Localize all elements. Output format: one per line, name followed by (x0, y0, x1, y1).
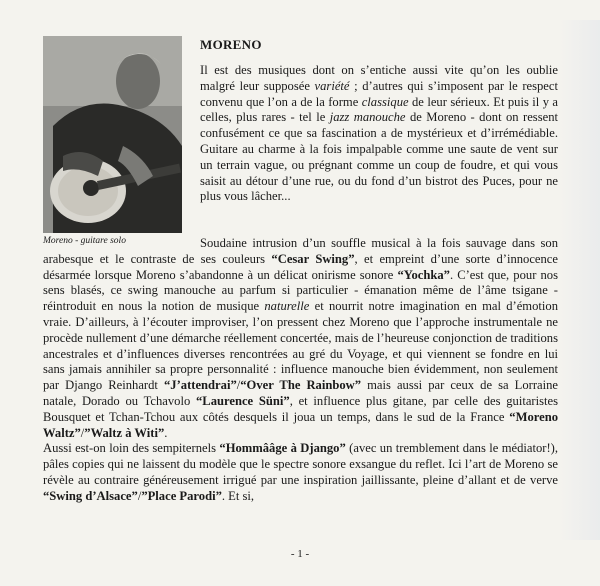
text: de leur sérieux. Et puis il y a celles, plus rares - tel le (200, 94, 558, 125)
page-edge-shade (560, 20, 600, 540)
text: , et empreint d’une sorte d’innocence désarmée lorsque Moreno s’abandonne à un délicat onirisme sonore (43, 251, 558, 282)
text: . (164, 425, 168, 440)
track-title: “Yochka” (397, 267, 450, 282)
text: de Moreno - dont on ressent confusément ce que sa fascination a de mystérieux et d’irrémédiable. Guitare au charme à la fois impalpable comme une saute de vent sur un terrain vague, ou prégnant comme un coup de foudre, et qui vous saisit au détour d’une rue, ou du fond d’un bistrot des Puces, pour ne plus vous lâcher... (200, 110, 558, 204)
text: / (80, 425, 85, 440)
track-title: “Laurence Süni” (196, 393, 290, 408)
photo-caption: Moreno - guitare solo (43, 236, 126, 246)
text: . C’est que, pour nos sens blasés, ce swing manouche au parfum si particulier - émanation même de l’âme tsigane - réintroduit en nous la notion de musique (43, 267, 558, 314)
guitarist-photo (43, 36, 182, 233)
track-title: “Hommââge à Django” (219, 441, 346, 456)
paragraph-3 (43, 441, 558, 504)
track-title: “J’attendrai” (163, 378, 237, 393)
text: , et influence plus gitane, par celle des guitaristes Bousquet et Tchan-Tchou aux côtés desquels il joua un temps, dans le sud de la France (43, 393, 559, 424)
text: (avec un tremblement dans le médiator!), pâles copies qui ne laissent du modèle que le spectre sonore exsangue du reflet. Ici l’art de Moreno se révèle au contraire généreusement irrigué par une inspiration jaillissante, pleine d’allant et de verve (43, 441, 559, 487)
text: ; d’autres qui s’imposent par le respect convenu que l’on a de la forme (200, 78, 558, 109)
main-column (43, 236, 558, 505)
track-title: ”Waltz à Witi” (84, 425, 165, 440)
emphasis: jazz manouche (329, 110, 406, 125)
text: Soudaine intrusion d’un souffle musical à la fois sauvage dans son arabesque et le contraste de ses couleurs (43, 236, 558, 266)
paragraph-1 (200, 63, 558, 205)
guitarist-illustration (43, 36, 182, 233)
emphasis: variété (314, 78, 350, 93)
track-title: “Swing d’Alsace” (43, 488, 138, 503)
intro-column (200, 63, 558, 205)
emphasis: naturelle (264, 299, 310, 314)
track-title: “Moreno Waltz” (43, 409, 558, 440)
text: et nourrit notre imagination en mal d’émotion vraie. D’ailleurs, à l’écouter improviser, l’on pressent chez Moreno que l’approche instrumentale ne procède nullement d’une démarche réellement concertée, mais de l’heureuse conjonction de traditions ancestrales et d’influences diverses rencontrées au gré du Voyage, et qui viennent se fondre en lui sans jamais annihiler sa propre personnalité : influence manouche bien évidemment, non seulement par Django Reinhardt (43, 299, 558, 393)
text: Il est des musiques dont on s’entiche aussi vite qu’on les oublie malgré leur supposée (200, 63, 558, 93)
track-title: “Cesar Swing” (271, 251, 355, 266)
emphasis: classique (361, 94, 409, 109)
text: . Et si, (221, 488, 255, 503)
track-title: “Over The Rainbow” (240, 378, 362, 393)
track-title: ”Place Parodi” (141, 488, 222, 503)
text: mais aussi par ceux de sa Lorraine natale, Dorado ou Tchavolo (43, 378, 558, 408)
paragraph-2 (43, 236, 558, 441)
page-number: - 1 - (290, 548, 310, 560)
text: Aussi est-on loin des sempiternels (43, 441, 220, 456)
text: / (137, 488, 142, 503)
text: / (236, 378, 241, 393)
article-title: MORENO (200, 37, 262, 52)
